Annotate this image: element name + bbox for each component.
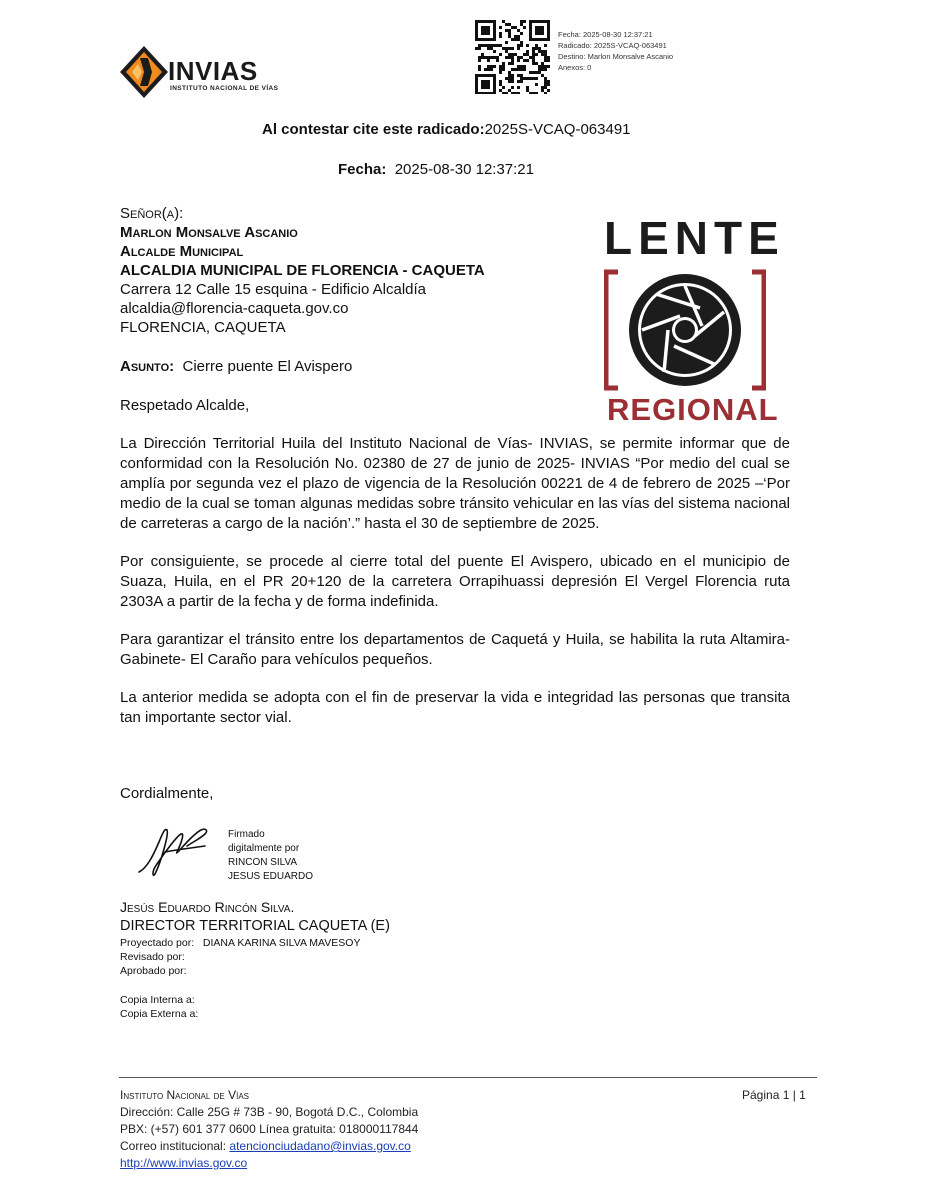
asunto-line [120, 357, 352, 377]
footer-institution: Instituto Nacional de Vías [120, 1088, 249, 1102]
copia-externa-label: Copia Externa a: [120, 1008, 199, 1020]
radicado-line [262, 121, 631, 138]
watermark-top-text: LENTE [604, 212, 785, 264]
copia-interna-label: Copia Interna a: [120, 994, 195, 1006]
aprobado-label: Aprobado por: [120, 965, 187, 977]
addressee-city: FLORENCIA, CAQUETA [120, 319, 286, 336]
meta-fecha: Fecha: 2025-08-30 12:37:21 [558, 30, 653, 39]
asunto-value: Cierre puente El Avispero [182, 358, 353, 375]
digital-signature-line-3: RINCON SILVA [228, 857, 298, 868]
addressee-role: Alcalde Municipal [120, 243, 244, 260]
footer-divider [119, 1077, 817, 1078]
footer-email-link[interactable]: atencionciudadano@invias.gov.co [229, 1139, 411, 1153]
greeting: Respetado Alcalde, [120, 397, 250, 414]
invias-logo-icon [118, 44, 170, 100]
closing: Cordialmente, [120, 785, 214, 802]
camera-aperture-icon [604, 268, 766, 392]
meta-destino: Destino: Marlon Monsalve Ascanio [558, 52, 674, 61]
meta-radicado: Radicado: 2025S-VCAQ-063491 [558, 41, 667, 50]
footer-pbx: PBX: (+57) 601 377 0600 Línea gratuita: 018000117844 [120, 1122, 419, 1136]
footer-direccion: Dirección: Calle 25G # 73B - 90, Bogotá D.C., Colombia [120, 1105, 419, 1119]
proyectado-value: DIANA KARINA SILVA MAVESOY [202, 937, 361, 949]
page-number: Página 1 | 1 [742, 1088, 806, 1102]
addressee-name: Marlon Monsalve Ascanio [120, 224, 298, 241]
footer-correo-line [120, 1139, 411, 1154]
fecha-line [338, 161, 534, 178]
fecha-value: 2025-08-30 12:37:21 [394, 161, 534, 178]
proyectado-line [120, 936, 360, 950]
digital-signature-line-4: JESUS EDUARDO [228, 871, 314, 882]
proyectado-label: Proyectado por: [120, 937, 195, 949]
addressee-entity: ALCALDIA MUNICIPAL DE FLORENCIA - CAQUETA [120, 262, 485, 279]
digital-signature-line-1: Firmado [228, 829, 265, 840]
watermark-bottom-text: REGIONAL [607, 392, 779, 427]
fecha-label: Fecha: [338, 161, 387, 178]
digital-signature-line-2: digitalmente por [228, 843, 300, 854]
qr-code-icon [475, 20, 551, 94]
addressee-email: alcaldia@florencia-caqueta.gov.co [120, 300, 349, 317]
footer-correo-label: Correo institucional: [120, 1139, 230, 1153]
body-paragraph-1: La Dirección Territorial Huila del Instituto Nacional de Vías- INVIAS, se permite informar que de conformidad con la Resolución No. 02380 de 27 de junio de 2025- INVIAS “Por medio del cual se amplía por segunda vez el plazo de vigencia de la Resolución 00221 de 4 de febrero de 2025 –‘Por medio de la cual se toman algunas medidas sobre tránsito vehicular en las vías del sistema nacional de carreteras a cargo de la nación’.” hasta el 30 de septiembre de 2025. [120, 435, 790, 532]
handwritten-signature-icon [135, 822, 225, 882]
signer-name: Jesús Eduardo Rincón Silva. [120, 899, 295, 915]
body-paragraph-2: Por consiguiente, se procede al cierre total del puente El Avispero, ubicado en el municipio de Suaza, Huila, en el PR 20+120 de la carretera Orrapihuassi depresión El Vergel Florencia ruta 2303A a partir de la fecha y de forma indefinida. [120, 553, 790, 610]
radicado-value: 2025S-VCAQ-063491 [484, 121, 631, 138]
asunto-label: Asunto: [120, 358, 175, 375]
logo-text: INVIAS [168, 56, 258, 86]
meta-anexos: Anexos: 0 [558, 63, 592, 72]
signer-title: DIRECTOR TERRITORIAL CAQUETA (E) [120, 918, 390, 934]
body-paragraph-3: Para garantizar el tránsito entre los departamentos de Caquetá y Huila, se habilita la ruta Altamira- Gabinete- El Caraño para vehículos pequeños. [120, 631, 790, 668]
radicado-label: Al contestar cite este radicado: [262, 121, 485, 138]
revisado-label: Revisado por: [120, 951, 185, 963]
logo-subtitle: INSTITUTO NACIONAL DE VÍAS [170, 85, 279, 92]
salutation-title: Señor(a): [120, 205, 184, 222]
footer-web-link[interactable]: http://www.invias.gov.co [120, 1156, 248, 1170]
addressee-address: Carrera 12 Calle 15 esquina - Edificio Alcaldía [120, 281, 426, 298]
body-paragraph-4: La anterior medida se adopta con el fin de preservar la vida e integridad las personas que transita tan importante sector vial. [120, 689, 790, 726]
